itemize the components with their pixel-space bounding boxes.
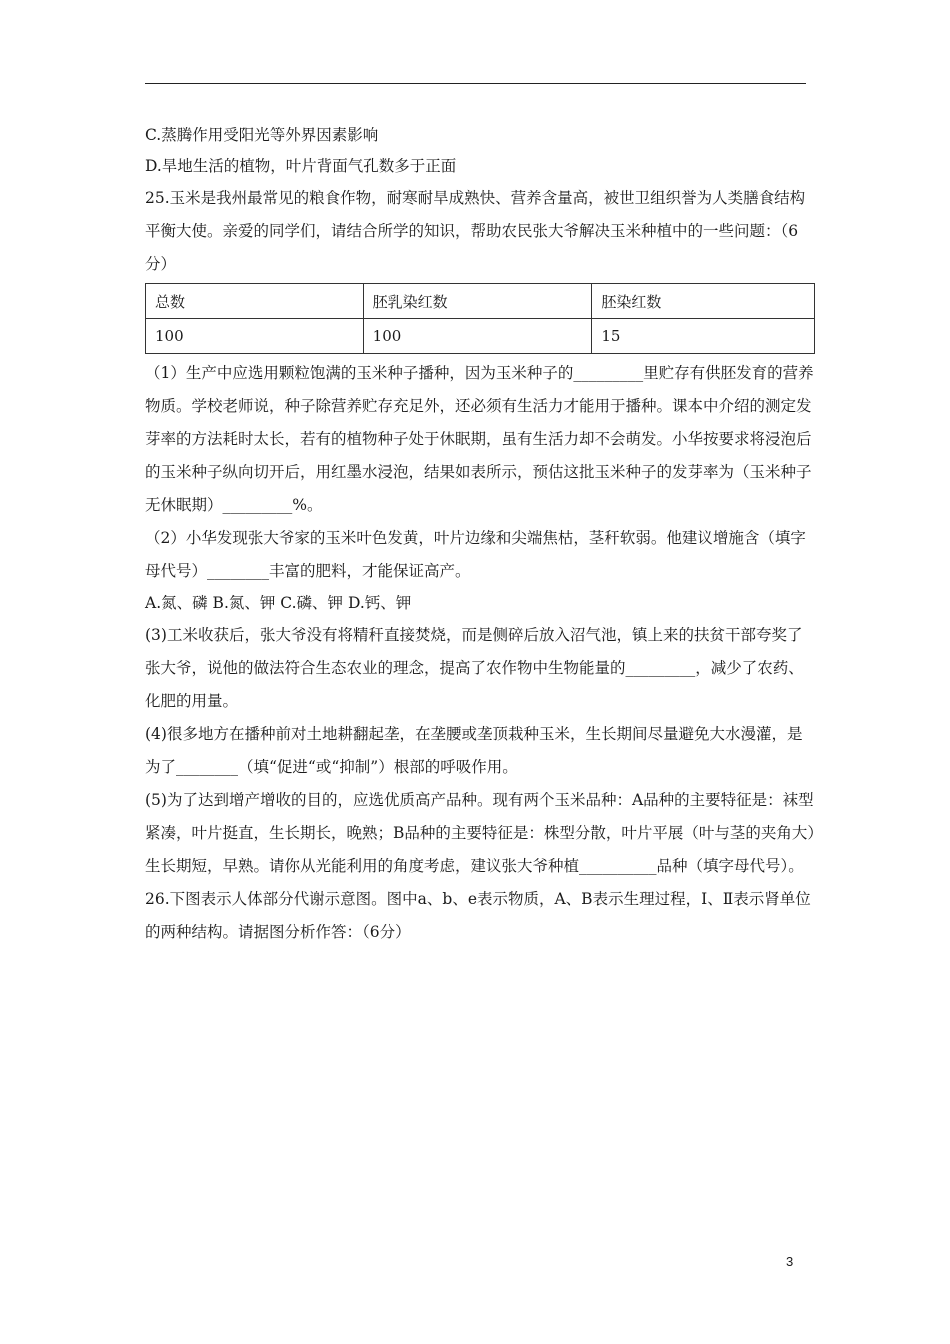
germination-table	[145, 283, 815, 354]
header-rule	[145, 83, 806, 84]
table-header-cell: 胚乳染红数	[363, 284, 592, 319]
table-cell: 15	[592, 319, 815, 354]
table-cell: 100	[363, 319, 592, 354]
question-25-part-5: (5)为了达到增产增收的目的，应选优质高产品种。现有两个玉米品种：A品种的主要特征是：袜型紧凑，叶片挺直，生长期长，晚熟；B品种的主要特征是：株型分散，叶片平展（叶与茎的夹角大）生长期短，早熟。请你从光能利用的角度考虑，建议张大爷种植__________品种（填字母代号）。	[145, 791, 816, 875]
question-26-intro: 26.下图表示人体部分代谢示意图。图中a、b、e表示物质，A、B表示生理过程，I、Ⅱ表示肾单位的两种结构。请据图分析作答：（6分）	[145, 890, 811, 941]
question-25-part-1: （1）生产中应选用颗粒饱满的玉米种子播种，因为玉米种子的_________里贮存有供胚发育的营养物质。学校老师说，种子除营养贮存充足外，还必须有生活力才能用于播种。课本中介绍的测定发芽率的方法耗时太长，若有的植物种子处于休眠期，虽有生活力却不会萌发。小华按要求将浸泡后的玉米种子纵向切开后，用红墨水浸泡，结果如表所示，预估这批玉米种子的发芽率为（玉米种子无休眠期）_________%。	[145, 364, 814, 514]
question-25-part-2: （2）小华发现张大爷家的玉米叶色发黄，叶片边缘和尖端焦枯，茎秆软弱。他建议增施含（填字母代号）________丰富的肥料，才能保证高产。	[145, 529, 806, 580]
table-header-row	[146, 284, 815, 319]
page-number: 3	[786, 1254, 794, 1269]
question-25-part-2-options: A.氮、磷 B.氮、钾 C.磷、钾 D.钙、钾	[145, 594, 412, 612]
option-d: D.旱地生活的植物，叶片背面气孔数多于正面	[145, 157, 457, 175]
question-25-part-4: (4)很多地方在播种前对土地耕翻起垄，在垄腰或垄顶栽种玉米，生长期间尽量避免大水漫灌，是为了________（填“促进“或“抑制”）根部的呼吸作用。	[145, 725, 803, 776]
document-body	[145, 120, 817, 949]
option-c: C.蒸腾作用受阳光等外界因素影响	[145, 126, 379, 144]
question-25-part-3: (3)工米收获后，张大爷没有将精秆直接焚烧，而是侧碎后放入沼气池，镇上来的扶贫干部夸奖了张大爷，说他的做法符合生态农业的理念，提高了农作物中生物能量的_________，减少了农药、化肥的用量。	[145, 626, 804, 710]
table-header-cell: 胚染红数	[592, 284, 815, 319]
table-header-cell: 总数	[146, 284, 364, 319]
question-25-intro: 25.玉米是我州最常见的粮食作物，耐寒耐旱成熟快、营养含量高，被世卫组织誉为人类膳食结构平衡大使。亲爱的同学们，请结合所学的知识，帮助农民张大爷解决玉米种植中的一些问题：（6分）	[145, 189, 806, 273]
table-cell: 100	[146, 319, 364, 354]
table-row	[146, 319, 815, 354]
